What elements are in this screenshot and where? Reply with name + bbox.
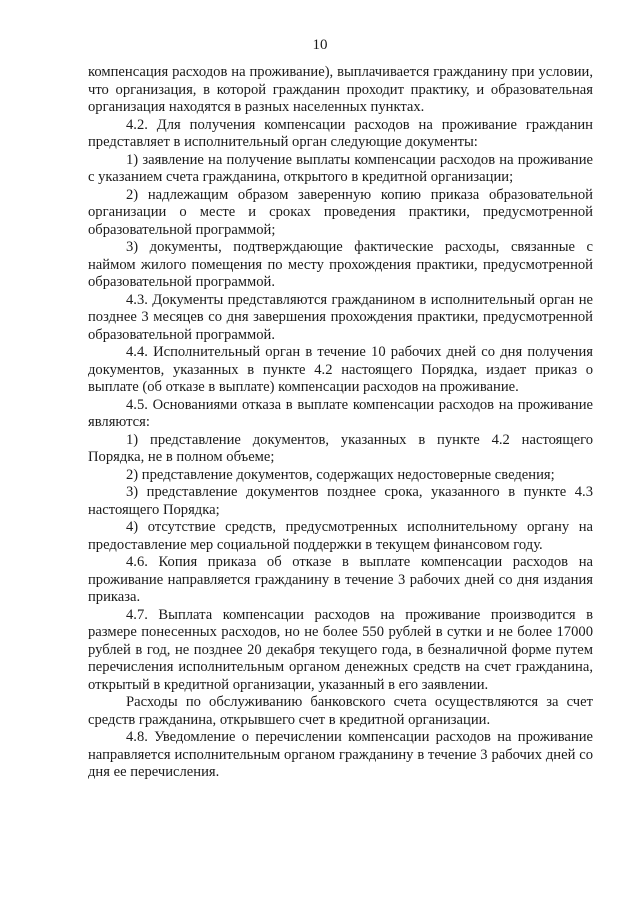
list-item-4-5-2: 2) представление документов, содержащих недостоверные сведения; <box>126 466 555 483</box>
document-body <box>88 64 593 782</box>
page-number: 10 <box>312 37 328 53</box>
list-item-4-2-2: 2) надлежащим образом заверенную копию приказа образовательной организации о месте и сроках проведения практики, предусмотренной образовательной программой; <box>88 186 593 238</box>
paragraph-4-6: 4.6. Копия приказа об отказе в выплате компенсации расходов на проживание направляется гражданину в течение 3 рабочих дней со дня издания приказа. <box>88 554 593 605</box>
list-item-4-5-3: 3) представление документов позднее срока, указанного в пункте 4.3 настоящего Порядка; <box>88 484 593 518</box>
paragraph-bank-expenses: Расходы по обслуживанию банковского счета осуществляются за счет средств гражданина, открывшего счет в кредитной организации. <box>88 694 593 728</box>
paragraph-continuation: компенсация расходов на проживание), выплачивается гражданину при условии, что организация, в которой гражданин проходит практику, и образовательная организация находятся в разных населенных пунктах. <box>88 64 593 115</box>
list-item-4-2-1: 1) заявление на получение выплаты компенсации расходов на проживание с указанием счета гражданина, открытого в кредитной организации; <box>88 151 593 185</box>
list-item-4-5-4: 4) отсутствие средств, предусмотренных исполнительному органу на предоставление мер социальной поддержки в текущем финансовом году. <box>88 519 593 553</box>
paragraph-4-4: 4.4. Исполнительный орган в течение 10 рабочих дней со дня получения документов, указанных в пункте 4.2 настоящего Порядка, издает приказ о выплате (об отказе в выплате) компенсации расходов на проживание. <box>88 344 593 395</box>
paragraph-4-5: 4.5. Основаниями отказа в выплате компенсации расходов на проживание являются: <box>88 396 593 430</box>
list-item-4-5-1: 1) представление документов, указанных в пункте 4.2 настоящего Порядка, не в полном объеме; <box>88 431 593 465</box>
paragraph-4-8: 4.8. Уведомление о перечислении компенсации расходов на проживание направляется исполнительным органом гражданину в течение 3 рабочих дней со дня ее перечисления. <box>88 729 593 780</box>
list-item-4-2-3: 3) документы, подтверждающие фактические расходы, связанные с наймом жилого помещения по месту прохождения практики, предусмотренной образовательной программой. <box>88 239 593 290</box>
paragraph-4-7: 4.7. Выплата компенсации расходов на проживание производится в размере понесенных расходов, но не более 550 рублей в сутки и не более 17000 рублей в год, не позднее 20 декабря текущего года, в безналичной форме путем перечисления исполнительным органом денежных средств на счет гражданина, открытый в кредитной организации, указанный в его заявлении. <box>88 606 593 693</box>
paragraph-4-3: 4.3. Документы представляются гражданином в исполнительный орган не позднее 3 месяцев со дня завершения прохождения практики, предусмотренной образовательной программой. <box>88 291 593 343</box>
paragraph-4-2: 4.2. Для получения компенсации расходов на проживание гражданин представляет в исполнительный орган следующие документы: <box>88 116 593 150</box>
